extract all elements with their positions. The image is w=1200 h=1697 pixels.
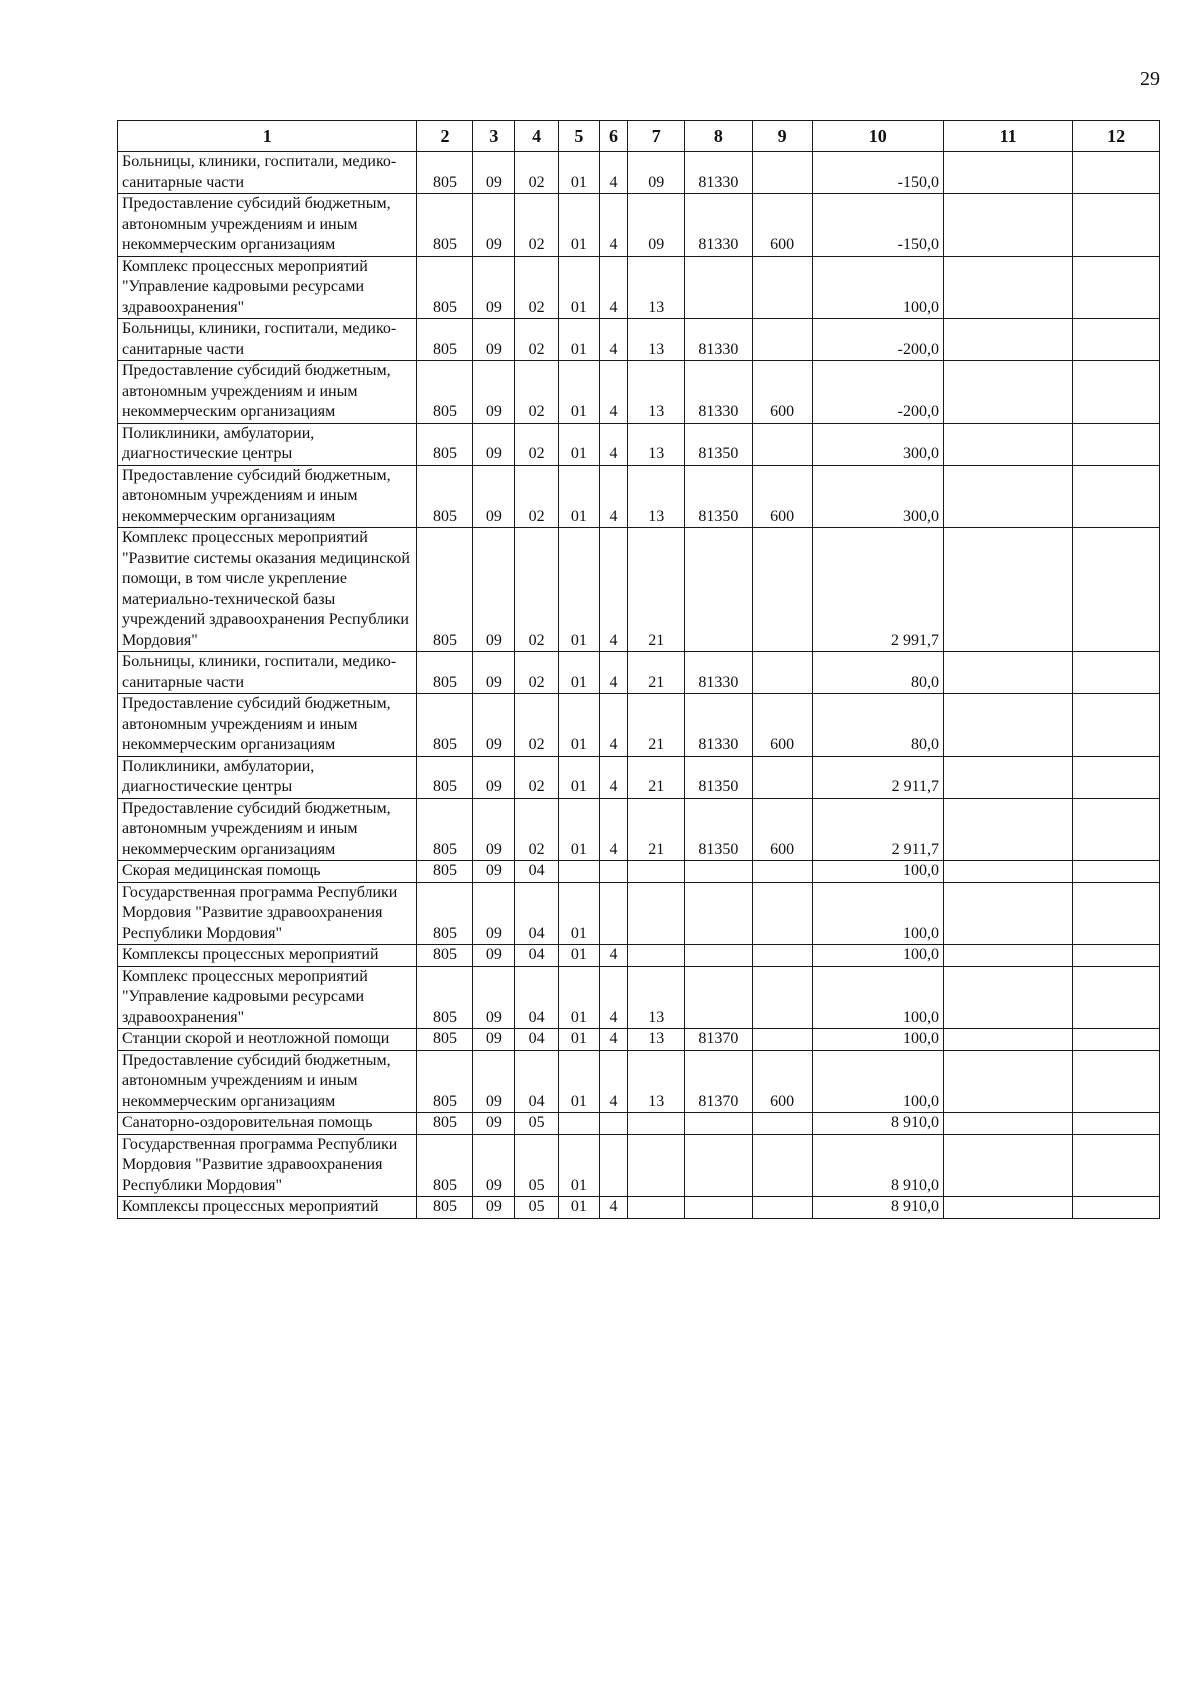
amount: 100,0 [812,1029,943,1051]
program-code: 01 [559,152,600,194]
section-code: 09 [473,361,515,424]
subsection-code: 05 [515,1113,559,1135]
program-code: 01 [559,1197,600,1219]
subsection-code: 02 [515,194,559,257]
amount-col-11 [944,256,1073,319]
event-code [628,945,685,967]
amount-col-12 [1073,465,1160,528]
ministry-code: 805 [417,798,473,861]
expense-type-code [752,256,812,319]
amount-col-12 [1073,756,1160,798]
subsection-code: 04 [515,861,559,883]
direction-code: 81330 [685,652,752,694]
ministry-code: 805 [417,945,473,967]
program-code: 01 [559,694,600,757]
expense-type-code: 600 [752,1050,812,1113]
row-name: Поликлиники, амбулатории, диагностические центры [118,756,417,798]
amount-col-11 [944,423,1073,465]
table-row [118,1134,1160,1197]
row-name: Предоставление субсидий бюджетным, автономным учреждениям и иным некоммерческим организациям [118,798,417,861]
subsection-code: 04 [515,1050,559,1113]
subprogram-code: 4 [599,465,628,528]
ministry-code: 805 [417,256,473,319]
expense-type-code [752,1197,812,1219]
table-row [118,798,1160,861]
row-name: Государственная программа Республики Мордовия "Развитие здравоохранения Республики Мордовия" [118,1134,417,1197]
direction-code: 81350 [685,798,752,861]
ministry-code: 805 [417,465,473,528]
ministry-code: 805 [417,756,473,798]
subprogram-code: 4 [599,319,628,361]
amount: 8 910,0 [812,1134,943,1197]
amount: 2 911,7 [812,756,943,798]
event-code [628,861,685,883]
header-row [118,121,1160,152]
table-row [118,652,1160,694]
subprogram-code: 4 [599,256,628,319]
event-code: 13 [628,1050,685,1113]
amount-col-11 [944,1050,1073,1113]
ministry-code: 805 [417,194,473,257]
program-code: 01 [559,1050,600,1113]
program-code: 01 [559,528,600,652]
amount-col-11 [944,756,1073,798]
direction-code: 81350 [685,423,752,465]
event-code: 13 [628,361,685,424]
event-code [628,1134,685,1197]
ministry-code: 805 [417,152,473,194]
amount-col-12 [1073,1134,1160,1197]
subsection-code: 02 [515,152,559,194]
table-row [118,465,1160,528]
event-code: 13 [628,966,685,1029]
amount-col-12 [1073,1050,1160,1113]
table-row [118,1113,1160,1135]
subsection-code: 02 [515,319,559,361]
expense-type-code [752,152,812,194]
subprogram-code: 4 [599,361,628,424]
direction-code: 81370 [685,1050,752,1113]
table-row [118,1197,1160,1219]
direction-code [685,882,752,945]
ministry-code: 805 [417,1134,473,1197]
ministry-code: 805 [417,1113,473,1135]
amount-col-11 [944,694,1073,757]
row-name: Предоставление субсидий бюджетным, автономным учреждениям и иным некоммерческим организациям [118,465,417,528]
section-code: 09 [473,423,515,465]
ministry-code: 805 [417,361,473,424]
amount: 8 910,0 [812,1113,943,1135]
subsection-code: 04 [515,1029,559,1051]
ministry-code: 805 [417,1050,473,1113]
expense-type-code [752,423,812,465]
subsection-code: 02 [515,423,559,465]
amount-col-11 [944,882,1073,945]
direction-code: 81350 [685,756,752,798]
subprogram-code: 4 [599,152,628,194]
expense-type-code [752,882,812,945]
expense-type-code: 600 [752,194,812,257]
direction-code: 81330 [685,194,752,257]
row-name: Больницы, клиники, госпитали, медико-санитарные части [118,652,417,694]
subsection-code: 04 [515,882,559,945]
section-code: 09 [473,1029,515,1051]
amount: 8 910,0 [812,1197,943,1219]
section-code: 09 [473,1197,515,1219]
amount: -200,0 [812,361,943,424]
expense-type-code [752,861,812,883]
amount: 100,0 [812,945,943,967]
program-code: 01 [559,945,600,967]
direction-code: 81330 [685,694,752,757]
table-body [118,152,1160,1219]
expense-type-code: 600 [752,361,812,424]
amount-col-12 [1073,256,1160,319]
amount: 100,0 [812,966,943,1029]
amount-col-11 [944,945,1073,967]
table-row [118,256,1160,319]
column-header: 12 [1073,121,1160,152]
direction-code [685,945,752,967]
section-code: 09 [473,798,515,861]
subsection-code: 02 [515,756,559,798]
subsection-code: 02 [515,256,559,319]
direction-code [685,1134,752,1197]
amount-col-12 [1073,882,1160,945]
column-header: 9 [752,121,812,152]
program-code: 01 [559,1029,600,1051]
amount-col-12 [1073,528,1160,652]
column-header: 1 [118,121,417,152]
amount: -200,0 [812,319,943,361]
section-code: 09 [473,152,515,194]
amount: 100,0 [812,256,943,319]
amount-col-11 [944,152,1073,194]
section-code: 09 [473,966,515,1029]
subprogram-code: 4 [599,528,628,652]
amount: 100,0 [812,861,943,883]
subsection-code: 04 [515,945,559,967]
amount: -150,0 [812,194,943,257]
column-header: 5 [559,121,600,152]
amount-col-11 [944,465,1073,528]
subsection-code: 05 [515,1197,559,1219]
event-code: 09 [628,194,685,257]
direction-code [685,1113,752,1135]
row-name: Комплексы процессных мероприятий [118,1197,417,1219]
table-row [118,945,1160,967]
amount-col-11 [944,1029,1073,1051]
subprogram-code [599,882,628,945]
expense-type-code [752,319,812,361]
program-code: 01 [559,652,600,694]
expense-type-code: 600 [752,798,812,861]
section-code: 09 [473,1134,515,1197]
row-name: Больницы, клиники, госпитали, медико-санитарные части [118,152,417,194]
section-code: 09 [473,945,515,967]
direction-code [685,256,752,319]
amount-col-12 [1073,361,1160,424]
amount-col-12 [1073,945,1160,967]
subsection-code: 02 [515,652,559,694]
amount-col-11 [944,319,1073,361]
column-header: 8 [685,121,752,152]
program-code: 01 [559,256,600,319]
section-code: 09 [473,256,515,319]
subprogram-code: 4 [599,652,628,694]
section-code: 09 [473,528,515,652]
column-header: 7 [628,121,685,152]
program-code: 01 [559,966,600,1029]
column-header: 11 [944,121,1073,152]
table-row [118,694,1160,757]
ministry-code: 805 [417,861,473,883]
amount-col-12 [1073,1029,1160,1051]
amount: 2 911,7 [812,798,943,861]
expense-type-code: 600 [752,694,812,757]
event-code: 21 [628,694,685,757]
amount: 80,0 [812,694,943,757]
section-code: 09 [473,465,515,528]
subprogram-code [599,1113,628,1135]
subprogram-code: 4 [599,966,628,1029]
row-name: Комплекс процессных мероприятий "Управление кадровыми ресурсами здравоохранения" [118,966,417,1029]
amount-col-12 [1073,652,1160,694]
amount-col-11 [944,1113,1073,1135]
section-code: 09 [473,194,515,257]
row-name: Предоставление субсидий бюджетным, автономным учреждениям и иным некоммерческим организациям [118,1050,417,1113]
amount-col-11 [944,194,1073,257]
section-code: 09 [473,882,515,945]
event-code: 13 [628,423,685,465]
direction-code: 81350 [685,465,752,528]
table-row [118,1029,1160,1051]
event-code [628,1197,685,1219]
subsection-code: 05 [515,1134,559,1197]
ministry-code: 805 [417,423,473,465]
amount: 80,0 [812,652,943,694]
direction-code [685,861,752,883]
expense-type-code [752,528,812,652]
subprogram-code: 4 [599,945,628,967]
amount-col-11 [944,361,1073,424]
expense-type-code [752,756,812,798]
expense-type-code: 600 [752,465,812,528]
amount-col-12 [1073,423,1160,465]
ministry-code: 805 [417,966,473,1029]
program-code [559,1113,600,1135]
amount-col-12 [1073,1113,1160,1135]
amount-col-11 [944,528,1073,652]
section-code: 09 [473,861,515,883]
event-code: 13 [628,256,685,319]
direction-code [685,528,752,652]
amount-col-11 [944,861,1073,883]
expense-type-code [752,1113,812,1135]
subsection-code: 04 [515,966,559,1029]
column-header: 6 [599,121,628,152]
section-code: 09 [473,694,515,757]
event-code [628,1113,685,1135]
table-row [118,756,1160,798]
section-code: 09 [473,1050,515,1113]
program-code: 01 [559,194,600,257]
row-name: Предоставление субсидий бюджетным, автономным учреждениям и иным некоммерческим организациям [118,694,417,757]
event-code: 13 [628,1029,685,1051]
section-code: 09 [473,756,515,798]
budget-table [117,120,1160,1219]
column-header: 10 [812,121,943,152]
table-row [118,528,1160,652]
table-row [118,194,1160,257]
ministry-code: 805 [417,694,473,757]
expense-type-code [752,1134,812,1197]
subprogram-code: 4 [599,798,628,861]
amount-col-11 [944,966,1073,1029]
program-code: 01 [559,756,600,798]
event-code: 13 [628,319,685,361]
amount: 300,0 [812,423,943,465]
amount: 100,0 [812,1050,943,1113]
direction-code: 81370 [685,1029,752,1051]
amount: 300,0 [812,465,943,528]
expense-type-code [752,1029,812,1051]
subprogram-code: 4 [599,1029,628,1051]
subsection-code: 02 [515,694,559,757]
event-code: 09 [628,152,685,194]
subprogram-code: 4 [599,694,628,757]
table-row [118,319,1160,361]
column-header: 3 [473,121,515,152]
amount-col-12 [1073,319,1160,361]
amount-col-12 [1073,152,1160,194]
expense-type-code [752,966,812,1029]
amount-col-12 [1073,1197,1160,1219]
subsection-code: 02 [515,798,559,861]
ministry-code: 805 [417,528,473,652]
amount-col-11 [944,1197,1073,1219]
ministry-code: 805 [417,882,473,945]
subprogram-code: 4 [599,1197,628,1219]
event-code: 21 [628,652,685,694]
section-code: 09 [473,652,515,694]
program-code [559,861,600,883]
table-row [118,152,1160,194]
amount-col-11 [944,798,1073,861]
section-code: 09 [473,319,515,361]
row-name: Предоставление субсидий бюджетным, автономным учреждениям и иным некоммерческим организациям [118,194,417,257]
row-name: Предоставление субсидий бюджетным, автономным учреждениям и иным некоммерческим организациям [118,361,417,424]
event-code [628,882,685,945]
expense-type-code [752,945,812,967]
amount-col-11 [944,1134,1073,1197]
program-code: 01 [559,319,600,361]
row-name: Поликлиники, амбулатории, диагностические центры [118,423,417,465]
program-code: 01 [559,361,600,424]
table-row [118,861,1160,883]
event-code: 21 [628,756,685,798]
direction-code [685,966,752,1029]
event-code: 21 [628,528,685,652]
row-name: Скорая медицинская помощь [118,861,417,883]
ministry-code: 805 [417,1197,473,1219]
row-name: Санаторно-оздоровительная помощь [118,1113,417,1135]
section-code: 09 [473,1113,515,1135]
row-name: Комплекс процессных мероприятий "Развитие системы оказания медицинской помощи, в том числе укрепление материально-технической базы учреждений здравоохранения Республики Мордовия" [118,528,417,652]
amount-col-11 [944,652,1073,694]
column-header: 2 [417,121,473,152]
page-number: 29 [1140,68,1160,90]
direction-code [685,1197,752,1219]
ministry-code: 805 [417,319,473,361]
direction-code: 81330 [685,361,752,424]
row-name: Государственная программа Республики Мордовия "Развитие здравоохранения Республики Мордовия" [118,882,417,945]
expense-type-code [752,652,812,694]
row-name: Комплекс процессных мероприятий "Управление кадровыми ресурсами здравоохранения" [118,256,417,319]
amount-col-12 [1073,966,1160,1029]
event-code: 21 [628,798,685,861]
amount-col-12 [1073,861,1160,883]
amount-col-12 [1073,694,1160,757]
program-code: 01 [559,1134,600,1197]
amount-col-12 [1073,798,1160,861]
direction-code: 81330 [685,319,752,361]
subsection-code: 02 [515,361,559,424]
amount: 100,0 [812,882,943,945]
subprogram-code: 4 [599,756,628,798]
program-code: 01 [559,882,600,945]
table-row [118,966,1160,1029]
row-name: Станции скорой и неотложной помощи [118,1029,417,1051]
table-row [118,1050,1160,1113]
subsection-code: 02 [515,465,559,528]
amount: 2 991,7 [812,528,943,652]
ministry-code: 805 [417,1029,473,1051]
column-header: 4 [515,121,559,152]
subprogram-code [599,861,628,883]
ministry-code: 805 [417,652,473,694]
subprogram-code: 4 [599,1050,628,1113]
subprogram-code [599,1134,628,1197]
subprogram-code: 4 [599,194,628,257]
row-name: Больницы, клиники, госпитали, медико-санитарные части [118,319,417,361]
program-code: 01 [559,423,600,465]
event-code: 13 [628,465,685,528]
table-row [118,882,1160,945]
program-code: 01 [559,465,600,528]
program-code: 01 [559,798,600,861]
subsection-code: 02 [515,528,559,652]
direction-code: 81330 [685,152,752,194]
amount-col-12 [1073,194,1160,257]
row-name: Комплексы процессных мероприятий [118,945,417,967]
amount: -150,0 [812,152,943,194]
subprogram-code: 4 [599,423,628,465]
table-row [118,423,1160,465]
table-row [118,361,1160,424]
